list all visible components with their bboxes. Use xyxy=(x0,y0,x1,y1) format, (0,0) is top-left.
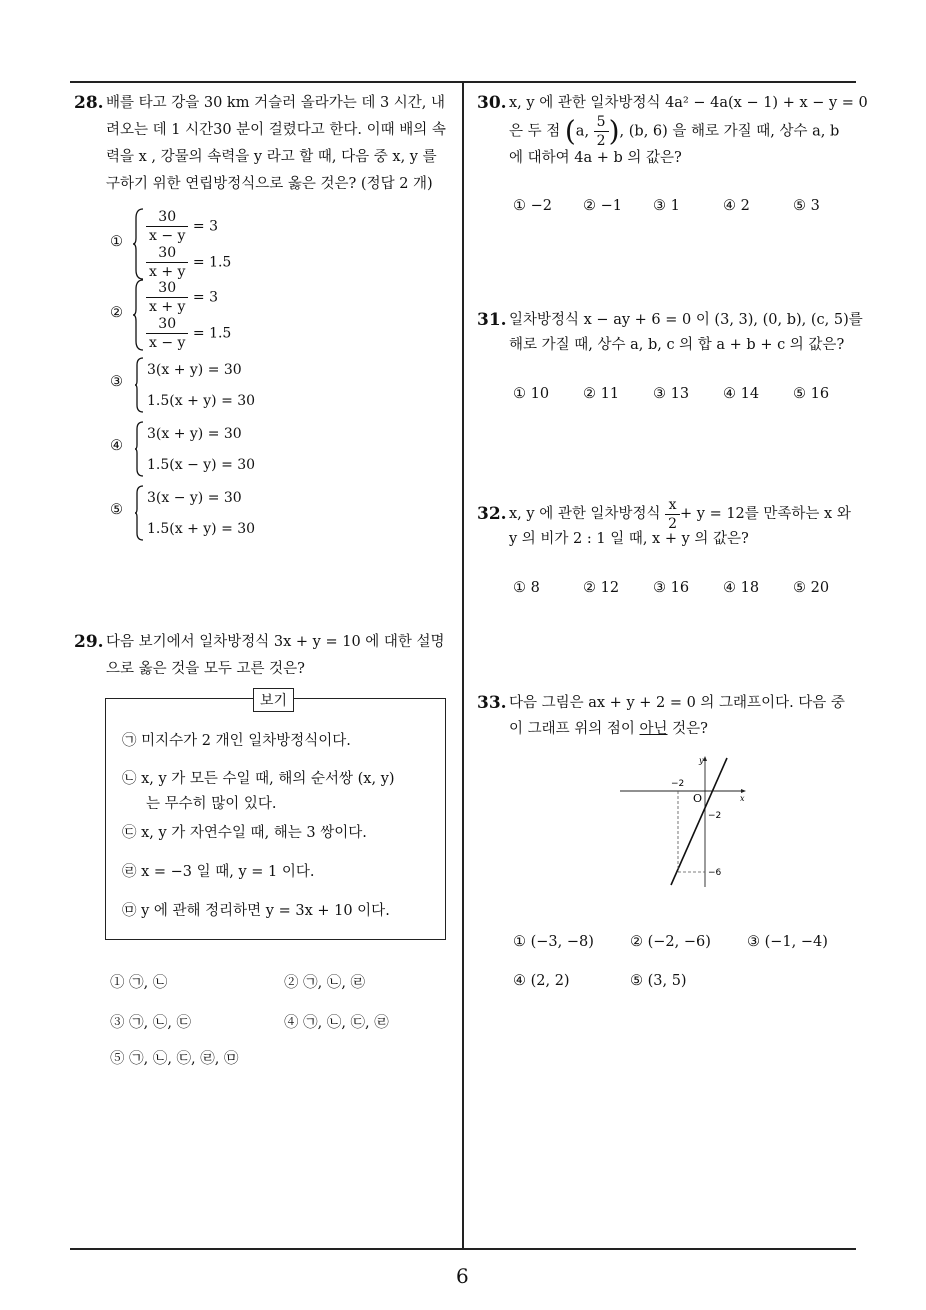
q28-line-3: 력을 x , 강물의 속력을 y 라고 할 때, 다음 중 x, y 를 xyxy=(106,149,437,165)
y-axis-label: y xyxy=(699,756,704,765)
q33-line-1: 다음 그림은 ax + y + 2 = 0 의 그래프이다. 다음 중 xyxy=(509,695,845,711)
q33-line-2-a: 이 그래프 위의 점이 xyxy=(509,721,635,737)
q32-option-4[interactable]: ④ 18 xyxy=(723,580,760,596)
q28-option-2-eq-2-den: x − y xyxy=(149,335,186,351)
q30-line-2-a: 은 두 점 xyxy=(509,123,561,140)
q31-number: 31. xyxy=(477,310,507,330)
x-axis-label: x xyxy=(740,794,745,803)
q28-option-3-eq-1: 3(x + y) = 30 xyxy=(147,362,242,378)
q30-option-4[interactable]: ④ 2 xyxy=(723,198,750,214)
q32-line-1-a: x, y 에 관한 일차방정식 xyxy=(509,506,661,522)
q30-option-2[interactable]: ② −1 xyxy=(583,198,622,214)
q29-item-2: ㉡ x, y 가 모든 수일 때, 해의 순서쌍 (x, y) xyxy=(122,771,395,787)
q29-option-3[interactable]: ③ ㉠, ㉡, ㉢ xyxy=(110,1015,192,1031)
q33-option-4[interactable]: ④ (2, 2) xyxy=(513,973,570,989)
q28-option-1-mark[interactable]: ① xyxy=(110,234,123,250)
q32-frac-den: 2 xyxy=(668,515,678,532)
q28-option-1-eq-2 xyxy=(146,244,231,281)
q30-line-3: 에 대하여 4a + b 의 값은? xyxy=(509,150,682,166)
q29-item-1: ㉠ 미지수가 2 개인 일차방정식이다. xyxy=(122,733,351,749)
q32-line-2: y 의 비가 2 : 1 일 때, x + y 의 값은? xyxy=(509,531,749,547)
q32-option-2[interactable]: ② 12 xyxy=(583,580,620,596)
q32-line-1-b: + y = 12를 만족하는 x 와 xyxy=(680,506,851,522)
q30-frac-den: 2 xyxy=(596,133,606,149)
bottom-rule xyxy=(70,1248,856,1250)
q33-number: 33. xyxy=(477,693,507,713)
column-divider xyxy=(462,81,464,1249)
y-axis-arrow xyxy=(703,756,707,761)
q28-option-2-brace xyxy=(132,279,144,351)
q29-item-2-cont: 는 무수히 많이 있다. xyxy=(146,796,277,812)
q33-line-2-underlined: 아닌 xyxy=(639,721,668,737)
q33-option-3[interactable]: ③ (−1, −4) xyxy=(747,934,828,950)
q31-line-2: 해로 가질 때, 상수 a, b, c 의 합 a + b + c 의 값은? xyxy=(509,337,845,353)
q28-option-3-eq-2: 1.5(x + y) = 30 xyxy=(147,393,256,409)
q28-line-1: 배를 타고 강을 30 km 거슬러 올라가는 데 3 시간, 내 xyxy=(106,95,446,111)
q30-line-2-b: , (b, 6) 을 해로 가질 때, 상수 a, b xyxy=(619,123,840,140)
q31-option-3[interactable]: ③ 13 xyxy=(653,386,690,402)
q30-number: 30. xyxy=(477,93,507,113)
q29-option-2[interactable]: ② ㉠, ㉡, ㉣ xyxy=(284,975,366,991)
q28-option-2-eq-2-rhs: = 1.5 xyxy=(192,325,232,342)
q28-option-3-brace xyxy=(134,357,144,413)
q29-item-3: ㉢ x, y 가 자연수일 때, 해는 3 쌍이다. xyxy=(122,825,367,841)
q29-option-1[interactable]: ① ㉠, ㉡ xyxy=(110,975,168,991)
q32-frac-num: x xyxy=(665,496,680,515)
q28-option-2-eq-1-rhs: = 3 xyxy=(192,289,218,306)
q28-option-2-eq-2 xyxy=(146,315,231,352)
q28-option-1-eq-2-num: 30 xyxy=(146,244,188,263)
q29-example-box-label: 보기 xyxy=(253,688,294,712)
q28-option-3-mark[interactable]: ③ xyxy=(110,374,123,390)
q28-line-4: 구하기 위한 연립방정식으로 옳은 것은? (정답 2 개) xyxy=(106,176,433,192)
q28-option-1-eq-1 xyxy=(146,208,218,245)
q28-option-4-eq-2: 1.5(x − y) = 30 xyxy=(147,457,256,473)
q29-option-5[interactable]: ⑤ ㉠, ㉡, ㉢, ㉣, ㉤ xyxy=(110,1051,239,1067)
q28-option-5-mark[interactable]: ⑤ xyxy=(110,502,123,518)
q28-number: 28. xyxy=(74,93,104,113)
y-tick-neg2: −2 xyxy=(708,811,722,821)
q28-option-1-brace xyxy=(132,208,144,280)
q28-option-5-eq-1: 3(x − y) = 30 xyxy=(147,490,242,506)
q31-option-4[interactable]: ④ 14 xyxy=(723,386,760,402)
q28-option-1-eq-1-num: 30 xyxy=(146,208,188,227)
q28-option-1-eq-1-den: x − y xyxy=(149,228,186,244)
q29-number: 29. xyxy=(74,632,104,652)
page-number: 6 xyxy=(456,1264,469,1288)
q30-point-close-paren: ) xyxy=(608,114,620,148)
graph-line xyxy=(671,758,727,885)
q28-option-5-eq-2: 1.5(x + y) = 30 xyxy=(147,521,256,537)
q28-option-4-brace xyxy=(134,421,144,477)
y-tick-neg6: −6 xyxy=(708,868,722,878)
q30-option-1[interactable]: ① −2 xyxy=(513,198,552,214)
q33-graph xyxy=(615,752,755,892)
q28-option-4-mark[interactable]: ④ xyxy=(110,438,123,454)
q28-option-2-eq-1-num: 30 xyxy=(146,279,188,298)
q29-item-5: ㉤ y 에 관해 정리하면 y = 3x + 10 이다. xyxy=(122,903,390,919)
q33-option-1[interactable]: ① (−3, −8) xyxy=(513,934,594,950)
q30-option-3[interactable]: ③ 1 xyxy=(653,198,680,214)
q33-option-5[interactable]: ⑤ (3, 5) xyxy=(630,973,687,989)
q28-option-2-eq-1-den: x + y xyxy=(149,299,186,315)
q28-option-4-eq-1: 3(x + y) = 30 xyxy=(147,426,242,442)
q30-option-5[interactable]: ⑤ 3 xyxy=(793,198,820,214)
q30-frac-num: 5 xyxy=(594,113,609,132)
q28-line-2: 려오는 데 1 시간30 분이 걸렸다고 한다. 이때 배의 속 xyxy=(106,122,446,138)
q29-line-1: 다음 보기에서 일차방정식 3x + y = 10 에 대한 설명 xyxy=(106,634,445,650)
q31-option-5[interactable]: ⑤ 16 xyxy=(793,386,830,402)
q32-option-5[interactable]: ⑤ 20 xyxy=(793,580,830,596)
q30-point-a: a, xyxy=(575,123,590,140)
q28-option-1-eq-2-den: x + y xyxy=(149,264,186,280)
q28-option-1-eq-2-rhs: = 1.5 xyxy=(192,254,232,271)
q28-option-1-eq-1-rhs: = 3 xyxy=(192,218,218,235)
q29-option-4[interactable]: ④ ㉠, ㉡, ㉢, ㉣ xyxy=(284,1015,389,1031)
q29-line-2: 으로 옳은 것을 모두 고른 것은? xyxy=(106,661,305,677)
q33-line-2-b: 것은? xyxy=(672,721,708,737)
q28-option-2-eq-1 xyxy=(146,279,218,316)
q31-line-1: 일차방정식 x − ay + 6 = 0 이 (3, 3), (0, b), (c, 5)를 xyxy=(509,312,863,328)
x-tick-neg2: −2 xyxy=(671,779,685,789)
q31-option-2[interactable]: ② 11 xyxy=(583,386,620,402)
q30-point-open-paren: ( xyxy=(564,114,576,148)
origin-label: O xyxy=(693,792,703,805)
q33-line-2 xyxy=(509,716,708,743)
q32-option-3[interactable]: ③ 16 xyxy=(653,580,690,596)
x-axis-arrow xyxy=(741,789,746,793)
q28-option-5-brace xyxy=(134,485,144,541)
q29-item-4: ㉣ x = −3 일 때, y = 1 이다. xyxy=(122,864,315,880)
q32-number: 32. xyxy=(477,504,507,524)
q32-option-1[interactable]: ① 8 xyxy=(513,580,540,596)
q30-line-1: x, y 에 관한 일차방정식 4a² − 4a(x − 1) + x − y = 0 xyxy=(509,95,868,111)
q31-option-1[interactable]: ① 10 xyxy=(513,386,550,402)
q28-option-2-eq-2-num: 30 xyxy=(146,315,188,334)
q33-option-2[interactable]: ② (−2, −6) xyxy=(630,934,711,950)
q28-option-2-mark[interactable]: ② xyxy=(110,305,123,321)
